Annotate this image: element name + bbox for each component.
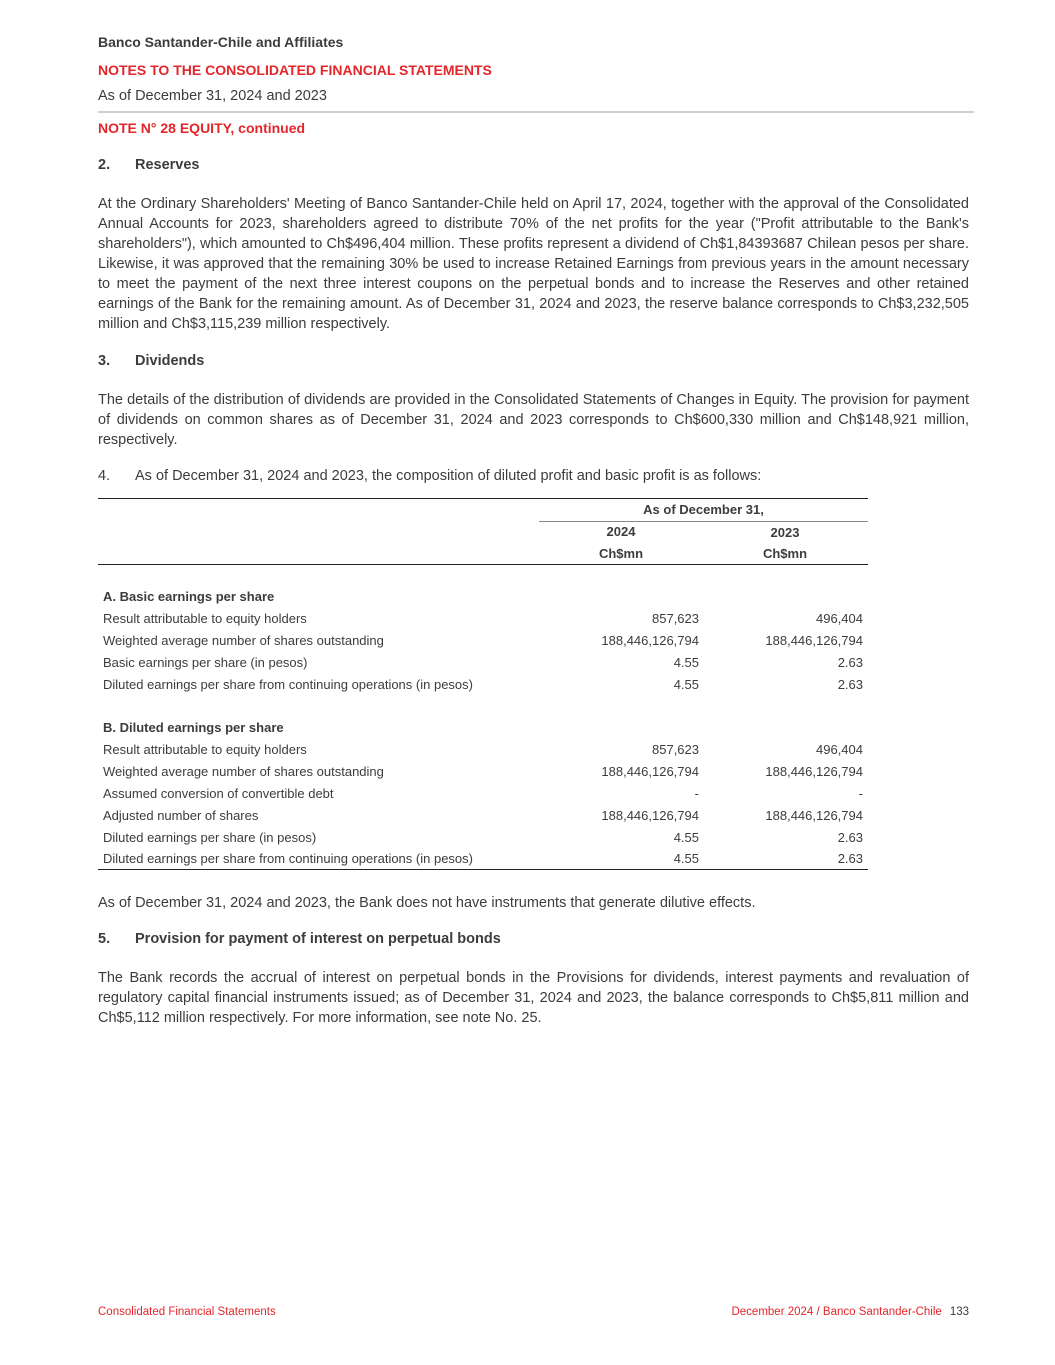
row-label: Weighted average number of shares outstanding bbox=[103, 633, 384, 648]
section-number: 3. bbox=[98, 353, 111, 369]
company-name: Banco Santander-Chile and Affiliates bbox=[98, 34, 344, 50]
table-section-header-diluted bbox=[98, 717, 868, 739]
value-2024: 4.55 bbox=[673, 830, 699, 845]
value-2023: 2.63 bbox=[837, 830, 863, 845]
table-row bbox=[98, 608, 868, 630]
column-unit-2023: Ch$mn bbox=[762, 546, 808, 561]
row-label: Basic earnings per share (in pesos) bbox=[103, 655, 308, 670]
footer-left-text: Consolidated Financial Statements bbox=[98, 1306, 276, 1318]
value-2023: 188,446,126,794 bbox=[765, 633, 863, 648]
dividends-paragraph: The details of the distribution of dividends are provided in the Consolidated Statements of Changes in Equity. The provision for payment of dividends on common shares as of December 31, 2024 and 2023 corresponds to Ch$600,330 million and Ch$148,921 million, respectively. bbox=[98, 392, 969, 448]
perpetual-bonds-paragraph: The Bank records the accrual of interest on perpetual bonds in the Provisions for dividends, interest payments and revaluation of regulatory capital financial instruments issued; as of December 31, 2024 and 2023, the balance corresponds to Ch$5,811 million and Ch$5,112 million respectively. For more information, see note No. 25. bbox=[98, 970, 969, 1026]
value-2024: 4.55 bbox=[673, 677, 699, 692]
footer-right bbox=[731, 1306, 969, 1318]
value-2023: 188,446,126,794 bbox=[765, 808, 863, 823]
eps-intro-text: As of December 31, 2024 and 2023, the composition of diluted profit and basic profit is as follows: bbox=[135, 468, 762, 484]
table-top-rule bbox=[98, 498, 868, 499]
value-2023: 188,446,126,794 bbox=[765, 764, 863, 779]
value-2023: 496,404 bbox=[816, 742, 863, 757]
section-title: Reserves bbox=[135, 157, 200, 173]
table-row bbox=[98, 805, 868, 827]
notes-title: NOTES TO THE CONSOLIDATED FINANCIAL STATEMENTS bbox=[98, 62, 492, 78]
section-number: 2. bbox=[98, 157, 111, 173]
table-row bbox=[98, 761, 868, 783]
column-header-2024: 2024 bbox=[606, 524, 636, 539]
header-divider bbox=[98, 111, 974, 113]
section-heading-reserves bbox=[98, 157, 200, 173]
period-subtitle: As of December 31, 2024 and 2023 bbox=[98, 88, 327, 104]
table-row bbox=[98, 739, 868, 761]
row-label: Diluted earnings per share from continuing operations (in pesos) bbox=[103, 677, 473, 692]
section-number: 4. bbox=[98, 468, 111, 484]
section-number: 5. bbox=[98, 931, 111, 947]
value-2024: 188,446,126,794 bbox=[601, 808, 699, 823]
row-label: Adjusted number of shares bbox=[103, 808, 259, 823]
table-header-rule bbox=[98, 564, 868, 565]
row-label: Result attributable to equity holders bbox=[103, 611, 307, 626]
value-2024: 188,446,126,794 bbox=[601, 633, 699, 648]
table-row bbox=[98, 783, 868, 805]
reserves-paragraph: At the Ordinary Shareholders' Meeting of Banco Santander-Chile held on April 17, 2024, together with the approval of the Consolidated Annual Accounts for 2023, shareholders agreed to distribute 70% of the net profits for the year ("Profit attributable to the Bank's shareholders"), which amounted to Ch$496,404 million. These profits represent a dividend of Ch$1,84393687 Chilean pesos per share. Likewise, it was approved that the remaining 30% be used to increase Retained Earnings from previous years in the amount necessary to meet the payment of the next three interest coupons on the perpetual bonds and to increase the Reserves and other retained earnings of the Bank for the remaining amount. As of December 31, 2024 and 2023, the reserve balance corresponds to Ch$3,232,505 million and Ch$3,115,239 million respectively. bbox=[98, 196, 969, 332]
table-row bbox=[98, 674, 868, 696]
section-title: Dividends bbox=[135, 353, 205, 369]
table-bottom-rule bbox=[98, 869, 868, 870]
value-2023: 496,404 bbox=[816, 611, 863, 626]
row-label: Result attributable to equity holders bbox=[103, 742, 307, 757]
value-2023: 2.63 bbox=[837, 677, 863, 692]
column-header-2023: 2023 bbox=[770, 525, 800, 540]
value-2023: - bbox=[858, 786, 863, 801]
value-2024: 857,623 bbox=[652, 742, 699, 757]
table-row bbox=[98, 652, 868, 674]
value-2024: 4.55 bbox=[673, 655, 699, 670]
table-section-title: B. Diluted earnings per share bbox=[103, 720, 284, 735]
value-2024: 857,623 bbox=[652, 611, 699, 626]
value-2023: 2.63 bbox=[837, 655, 863, 670]
row-label: Diluted earnings per share (in pesos) bbox=[103, 830, 317, 845]
row-label: Diluted earnings per share from continuing operations (in pesos) bbox=[103, 851, 473, 866]
table-subheader-rule bbox=[539, 521, 868, 522]
value-2024: - bbox=[694, 786, 699, 801]
column-unit-2024: Ch$mn bbox=[598, 546, 644, 561]
table-row bbox=[98, 848, 868, 870]
section-title: Provision for payment of interest on perpetual bonds bbox=[135, 931, 501, 947]
note-title: NOTE N° 28 EQUITY, continued bbox=[98, 120, 306, 136]
value-2023: 2.63 bbox=[837, 851, 863, 866]
table-row bbox=[98, 827, 868, 849]
table-section-title: A. Basic earnings per share bbox=[103, 589, 275, 604]
row-label: Weighted average number of shares outstanding bbox=[103, 764, 384, 779]
dilutive-note: As of December 31, 2024 and 2023, the Bank does not have instruments that generate dilutive effects. bbox=[98, 895, 756, 911]
row-label: Assumed conversion of convertible debt bbox=[103, 786, 334, 801]
footer-right-text: December 2024 / Banco Santander-Chile bbox=[731, 1306, 942, 1318]
page-number: 133 bbox=[949, 1306, 969, 1318]
value-2024: 188,446,126,794 bbox=[601, 764, 699, 779]
section-heading-dividends bbox=[98, 353, 204, 369]
table-group-header: As of December 31, bbox=[643, 502, 764, 517]
value-2024: 4.55 bbox=[673, 851, 699, 866]
table-row bbox=[98, 630, 868, 652]
eps-intro bbox=[98, 468, 761, 484]
section-heading-perpetual-bonds bbox=[98, 931, 501, 947]
table-section-header-basic bbox=[98, 586, 868, 608]
